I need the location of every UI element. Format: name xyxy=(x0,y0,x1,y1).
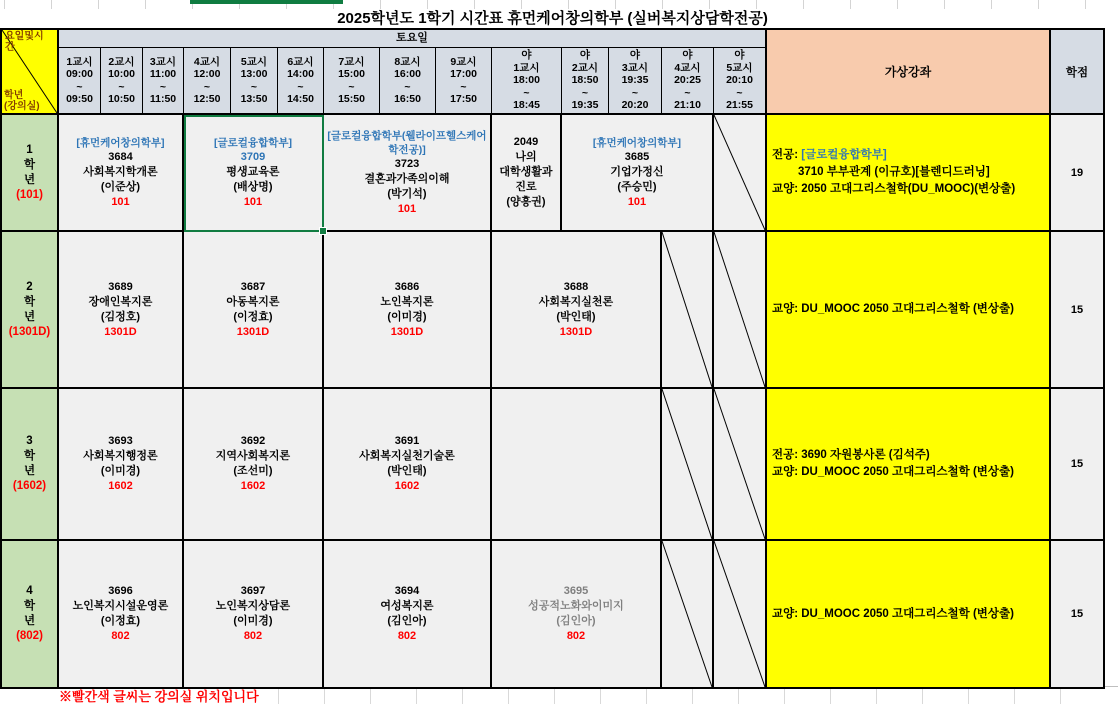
course-cell-y3-p1-3[interactable]: 3693 사회복지행정론 (이미경) 1602 xyxy=(59,389,184,541)
room-color-footnote: ※빨간색 글씨는 강의실 위치입니다 xyxy=(59,689,259,704)
bottom-gridline-strip xyxy=(278,689,1105,704)
virtual-course-cell-y4[interactable]: 교양: DU_MOOC 2050 고대그리스철학 (변상출) xyxy=(767,541,1051,687)
day-header-saturday[interactable]: 토요일 xyxy=(59,30,767,48)
grade-cell-1[interactable]: 1 학 년 (101) xyxy=(2,115,59,232)
empty-course-cell-y3-night[interactable] xyxy=(492,389,662,541)
grade-cell-2[interactable]: 2 학 년 (1301D) xyxy=(2,232,59,389)
period-header-2[interactable]: 2교시 10:00 ~ 10:50 xyxy=(101,48,143,115)
course-cell-y2-p4-6[interactable]: 3687 아동복지론 (이정효) 1301D xyxy=(184,232,324,389)
period-header-night-4[interactable]: 야 4교시 20:25 ~ 21:10 xyxy=(662,48,714,115)
diagonal-line-icon xyxy=(662,389,712,539)
period-header-night-1[interactable]: 야 1교시 18:00 ~ 18:45 xyxy=(492,48,562,115)
period-header-7[interactable]: 7교시 15:00 ~ 15:50 xyxy=(324,48,380,115)
diagonal-line-icon xyxy=(662,232,712,387)
course-cell-y2-p1-3[interactable]: 3689 장애인복지론 (김정호) 1301D xyxy=(59,232,184,389)
course-cell-y4-p1-3[interactable]: 3696 노인복지시설운영론 (이정효) 802 xyxy=(59,541,184,687)
credits-header[interactable]: 학점 xyxy=(1051,30,1103,115)
timetable-grid xyxy=(0,28,1105,689)
period-header-1[interactable]: 1교시 09:00 ~ 09:50 xyxy=(59,48,101,115)
period-header-8[interactable]: 8교시 16:00 ~ 16:50 xyxy=(380,48,436,115)
course-cell-y4-night1-3[interactable]: 3695 성공적노화와이미지 (김인아) 802 xyxy=(492,541,662,687)
course-cell-y3-p4-6[interactable]: 3692 지역사회복지론 (조선미) 1602 xyxy=(184,389,324,541)
empty-slashed-cell[interactable] xyxy=(714,389,767,541)
grade-cell-3[interactable]: 3 학 년 (1602) xyxy=(2,389,59,541)
virtual-course-cell-y3[interactable]: 전공: 3690 자원봉사론 (김석주) 교양: DU_MOOC 2050 고대그리스철학 (변상출) xyxy=(767,389,1051,541)
course-cell-y1-night1[interactable]: 2049 나의 대학생활과 진로 (양흥권) xyxy=(492,115,562,232)
empty-slashed-cell[interactable] xyxy=(714,115,767,232)
corner-header-cell[interactable] xyxy=(2,30,59,115)
period-header-night-5[interactable]: 야 5교시 20:10 ~ 21:55 xyxy=(714,48,767,115)
empty-slashed-cell[interactable] xyxy=(662,541,714,687)
period-header-6[interactable]: 6교시 14:00 ~ 14:50 xyxy=(278,48,324,115)
empty-slashed-cell[interactable] xyxy=(662,232,714,389)
credits-cell-y2[interactable]: 15 xyxy=(1051,232,1103,389)
selection-range-indicator xyxy=(190,0,343,4)
diagonal-line-icon xyxy=(714,389,765,539)
virtual-course-cell-y2[interactable]: 교양: DU_MOOC 2050 고대그리스철학 (변상출) xyxy=(767,232,1051,389)
empty-slashed-cell[interactable] xyxy=(662,389,714,541)
empty-slashed-cell[interactable] xyxy=(714,232,767,389)
course-cell-y1-p7-9[interactable]: [글로컬융합학부(웰라이프헬스케어학전공)] 3723 결혼과가족의이해 (박기석) 101 xyxy=(324,115,492,232)
selection-fill-handle[interactable] xyxy=(319,227,327,235)
period-header-night-3[interactable]: 야 3교시 19:35 ~ 20:20 xyxy=(609,48,662,115)
credits-cell-y4[interactable]: 15 xyxy=(1070,608,1084,620)
course-cell-y3-p7-9[interactable]: 3691 사회복지실천기술론 (박인태) 1602 xyxy=(324,389,492,541)
timetable-title: 2025학년도 1학기 시간표 휴먼케어창의학부 (실버복지상담학전공) xyxy=(337,10,768,27)
period-header-3[interactable]: 3교시 11:00 ~ 11:50 xyxy=(143,48,184,115)
credits-cell-y3[interactable]: 15 xyxy=(1051,389,1103,541)
virtual-course-header[interactable]: 가상강좌 xyxy=(767,30,1051,115)
period-header-4[interactable]: 4교시 12:00 ~ 12:50 xyxy=(184,48,231,115)
diagonal-line-icon xyxy=(662,541,712,687)
top-gridline-strip xyxy=(4,0,1105,9)
diagonal-line-icon xyxy=(714,541,765,687)
corner-grade-label: 학년 (강의실) xyxy=(4,90,40,112)
gridline-fragment xyxy=(1105,686,1118,687)
course-cell-y1-p1-3[interactable]: [휴먼케어창의학부] 3684 사회복지학개론 (이준상) 101 xyxy=(59,115,184,232)
course-cell-y4-p4-6[interactable]: 3697 노인복지상담론 (이미경) 802 xyxy=(184,541,324,687)
grade-cell-4[interactable]: 4 학 년 (802) xyxy=(2,541,59,687)
period-header-5[interactable]: 5교시 13:00 ~ 13:50 xyxy=(231,48,278,115)
virtual-course-cell-y1[interactable]: 전공: [글로컬융합학부] 3710 부부관계 (이규호)[블렌디드러닝] 교양: 2050 고대그리스철학(DU_MOOC)(변상출) xyxy=(767,115,1051,232)
diagonal-line-icon xyxy=(714,115,765,230)
course-cell-y1-p4-6-selected[interactable]: [글로컬융합학부] 3709 평생교육론 (배상명) 101 xyxy=(184,115,324,232)
empty-slashed-cell[interactable] xyxy=(714,541,767,687)
course-cell-y4-p7-9[interactable]: 3694 여성복지론 (김인아) 802 xyxy=(324,541,492,687)
course-cell-y2-night1-3[interactable]: 3688 사회복지실천론 (박인태) 1301D xyxy=(492,232,662,389)
credits-cell-y1[interactable]: 19 xyxy=(1051,115,1103,232)
period-header-9[interactable]: 9교시 17:00 ~ 17:50 xyxy=(436,48,492,115)
corner-day-time-label: 요일및시간 xyxy=(5,31,44,53)
course-cell-y2-p7-9[interactable]: 3686 노인복지론 (이미경) 1301D xyxy=(324,232,492,389)
period-header-night-2[interactable]: 야 2교시 18:50 ~ 19:35 xyxy=(562,48,609,115)
diagonal-line-icon xyxy=(714,232,765,387)
course-cell-y1-night2-4[interactable]: [휴먼케어창의학부] 3685 기업가정신 (주승민) 101 xyxy=(562,115,714,232)
